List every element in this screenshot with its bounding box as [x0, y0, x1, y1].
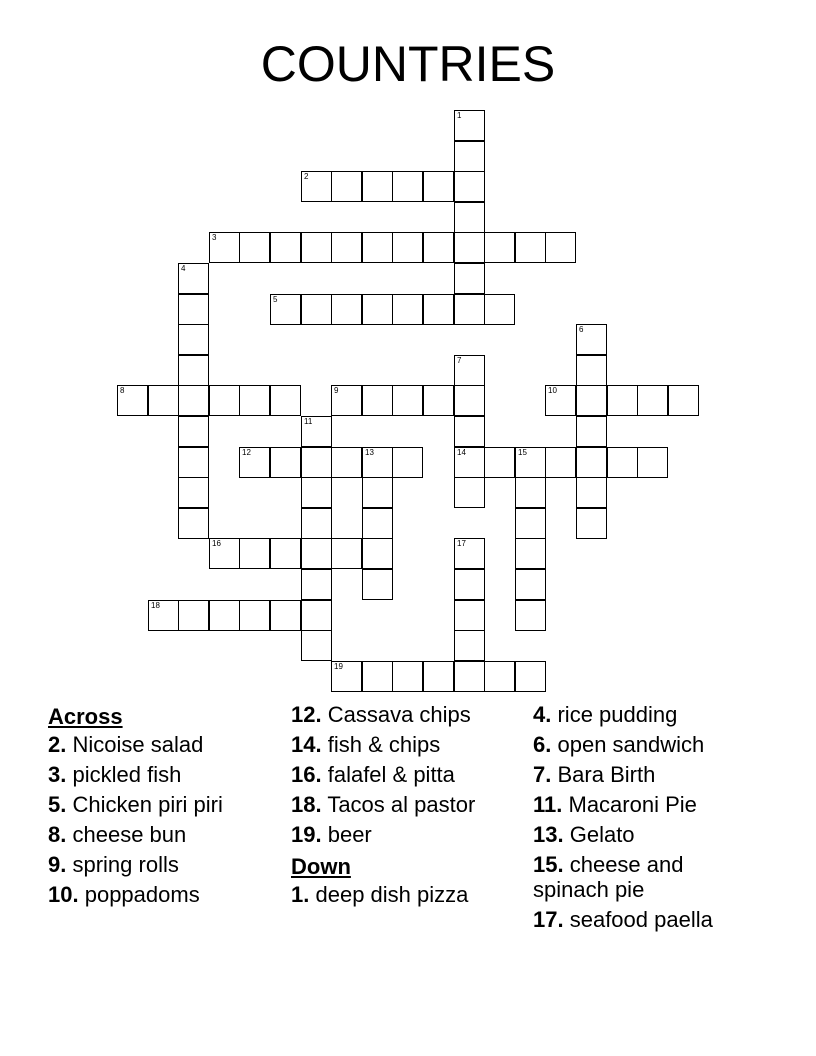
clue-number: 10	[548, 386, 557, 395]
grid-cell[interactable]	[239, 385, 270, 416]
grid-cell[interactable]	[454, 141, 485, 172]
clue-item	[48, 852, 248, 882]
grid-cell[interactable]	[239, 538, 270, 569]
grid-cell[interactable]	[484, 661, 515, 692]
grid-cell[interactable]	[270, 385, 301, 416]
grid-cell[interactable]	[454, 600, 485, 631]
grid-cell[interactable]	[117, 385, 148, 416]
grid-cell[interactable]	[301, 630, 332, 661]
clue-item-number: 10.	[48, 882, 79, 907]
clue-item-text: falafel & pitta	[327, 762, 455, 787]
grid-cell[interactable]	[392, 232, 423, 263]
grid-cell[interactable]	[484, 294, 515, 325]
grid-cell[interactable]	[209, 538, 240, 569]
grid-cell[interactable]	[576, 477, 607, 508]
clue-item-text: Bara Birth	[557, 762, 656, 787]
clue-item	[48, 762, 248, 792]
grid-cell[interactable]	[178, 294, 209, 325]
grid-cell[interactable]	[362, 508, 393, 539]
grid-cell[interactable]	[362, 385, 393, 416]
clue-item-text: open sandwich	[557, 732, 705, 757]
grid-cell[interactable]	[239, 600, 270, 631]
grid-cell[interactable]	[423, 294, 454, 325]
grid-cell[interactable]	[545, 385, 576, 416]
grid-cell[interactable]	[301, 416, 332, 447]
grid-cell[interactable]	[607, 385, 638, 416]
grid-cell[interactable]	[576, 355, 607, 386]
grid-cell[interactable]	[668, 385, 699, 416]
grid-cell[interactable]	[362, 232, 393, 263]
grid-cell[interactable]	[454, 232, 485, 263]
clue-item-text: Tacos al pastor	[327, 792, 476, 817]
clue-section-heading: Down	[291, 854, 351, 879]
clue-item-text: Macaroni Pie	[568, 792, 697, 817]
grid-cell[interactable]	[362, 538, 393, 569]
clue-item	[48, 732, 248, 762]
grid-cell[interactable]	[178, 324, 209, 355]
grid-cell[interactable]	[545, 447, 576, 478]
grid-cell[interactable]	[270, 232, 301, 263]
grid-cell[interactable]	[301, 232, 332, 263]
grid-cell[interactable]	[576, 385, 607, 416]
clue-item-text: cheese and spinach pie	[533, 852, 684, 902]
grid-cell[interactable]	[454, 171, 485, 202]
grid-cell[interactable]	[148, 385, 179, 416]
grid-cell[interactable]	[178, 416, 209, 447]
grid-cell[interactable]	[576, 416, 607, 447]
grid-cell[interactable]	[515, 538, 546, 569]
grid-cell[interactable]	[362, 661, 393, 692]
clue-number: 7	[457, 356, 462, 365]
grid-cell[interactable]	[637, 447, 668, 478]
grid-cell[interactable]	[270, 294, 301, 325]
grid-cell[interactable]	[178, 263, 209, 294]
grid-cell[interactable]	[301, 538, 332, 569]
clue-item	[48, 792, 248, 822]
grid-cell[interactable]	[392, 171, 423, 202]
clue-item	[291, 762, 521, 792]
grid-cell[interactable]	[178, 600, 209, 631]
clue-column-1	[48, 702, 248, 912]
clue-section-heading: Across	[48, 704, 123, 729]
clue-item-number: 14.	[291, 732, 322, 757]
clue-number: 2	[304, 172, 309, 181]
grid-cell[interactable]	[301, 600, 332, 631]
grid-cell[interactable]	[331, 661, 362, 692]
clue-number: 15	[518, 448, 527, 457]
clue-item-number: 12.	[291, 702, 322, 727]
grid-cell[interactable]	[301, 569, 332, 600]
grid-cell[interactable]	[454, 355, 485, 386]
grid-cell[interactable]	[301, 447, 332, 478]
clue-number: 5	[273, 295, 278, 304]
clue-item-number: 16.	[291, 762, 322, 787]
clue-number: 16	[212, 539, 221, 548]
clue-item	[533, 702, 763, 732]
clue-item-text: Cassava chips	[327, 702, 471, 727]
grid-cell[interactable]	[454, 569, 485, 600]
grid-cell[interactable]	[454, 416, 485, 447]
clue-item-text: spring rolls	[72, 852, 179, 877]
clue-number: 11	[304, 417, 313, 426]
clue-item-number: 4.	[533, 702, 552, 727]
clue-number: 6	[579, 325, 584, 334]
clue-item	[533, 762, 763, 792]
grid-cell[interactable]	[454, 294, 485, 325]
grid-cell[interactable]	[301, 477, 332, 508]
clue-item-number: 11.	[533, 792, 563, 817]
grid-cell[interactable]	[331, 538, 362, 569]
clue-item-number: 3.	[48, 762, 67, 787]
clue-item-text: deep dish pizza	[315, 882, 469, 907]
grid-cell[interactable]	[239, 447, 270, 478]
grid-cell[interactable]	[515, 447, 546, 478]
clue-item-number: 2.	[48, 732, 67, 757]
clue-item-text: poppadoms	[84, 882, 200, 907]
grid-cell[interactable]	[423, 661, 454, 692]
clue-item-number: 7.	[533, 762, 552, 787]
clue-item-number: 19.	[291, 822, 322, 847]
clue-number: 19	[334, 662, 343, 671]
clue-number: 4	[181, 264, 186, 273]
clue-item	[291, 732, 521, 762]
clue-number: 17	[457, 539, 466, 548]
grid-cell[interactable]	[362, 171, 393, 202]
grid-cell[interactable]	[515, 661, 546, 692]
grid-cell[interactable]	[576, 324, 607, 355]
grid-cell[interactable]	[178, 477, 209, 508]
grid-cell[interactable]	[362, 294, 393, 325]
grid-cell[interactable]	[270, 600, 301, 631]
clue-item-number: 18.	[291, 792, 322, 817]
grid-cell[interactable]	[576, 508, 607, 539]
grid-cell[interactable]	[423, 171, 454, 202]
grid-cell[interactable]	[331, 232, 362, 263]
grid-cell[interactable]	[515, 232, 546, 263]
clue-item-text: fish & chips	[327, 732, 441, 757]
grid-cell[interactable]	[362, 477, 393, 508]
grid-cell[interactable]	[515, 600, 546, 631]
grid-cell[interactable]	[454, 202, 485, 233]
clue-number: 8	[120, 386, 125, 395]
clue-item-number: 8.	[48, 822, 67, 847]
clue-item	[533, 907, 763, 937]
grid-cell[interactable]	[454, 385, 485, 416]
clue-item-text: Chicken piri piri	[72, 792, 223, 817]
grid-cell[interactable]	[545, 232, 576, 263]
clue-item-text: rice pudding	[557, 702, 678, 727]
clue-item-text: pickled fish	[72, 762, 182, 787]
grid-cell[interactable]	[454, 110, 485, 141]
page-title: COUNTRIES	[260, 36, 556, 92]
grid-cell[interactable]	[515, 477, 546, 508]
grid-cell[interactable]	[362, 569, 393, 600]
grid-cell[interactable]	[392, 661, 423, 692]
clue-number: 18	[151, 601, 160, 610]
grid-cell[interactable]	[454, 661, 485, 692]
clue-item	[48, 882, 248, 912]
clue-item	[291, 822, 521, 852]
grid-cell[interactable]	[301, 508, 332, 539]
clue-item-number: 15.	[533, 852, 564, 877]
grid-cell[interactable]	[209, 232, 240, 263]
clue-item-text: beer	[327, 822, 372, 847]
clue-item-number: 13.	[533, 822, 564, 847]
grid-cell[interactable]	[301, 294, 332, 325]
grid-cell[interactable]	[392, 385, 423, 416]
grid-cell[interactable]	[392, 294, 423, 325]
grid-cell[interactable]	[607, 447, 638, 478]
grid-cell[interactable]	[331, 385, 362, 416]
clue-column-2	[291, 702, 521, 912]
grid-cell[interactable]	[515, 569, 546, 600]
clue-item-text: seafood paella	[569, 907, 713, 932]
grid-cell[interactable]	[515, 508, 546, 539]
clue-item-number: 5.	[48, 792, 67, 817]
grid-cell[interactable]	[331, 294, 362, 325]
clue-column-3	[533, 702, 763, 937]
grid-cell[interactable]	[301, 171, 332, 202]
grid-cell[interactable]	[454, 538, 485, 569]
grid-cell[interactable]	[392, 447, 423, 478]
grid-cell[interactable]	[178, 508, 209, 539]
clue-item-text: cheese bun	[72, 822, 187, 847]
clue-item-number: 17.	[533, 907, 564, 932]
grid-cell[interactable]	[454, 263, 485, 294]
clue-item	[533, 852, 763, 907]
clue-item-number: 9.	[48, 852, 67, 877]
grid-cell[interactable]	[637, 385, 668, 416]
clue-item-number: 6.	[533, 732, 552, 757]
grid-cell[interactable]	[423, 385, 454, 416]
clue-item	[533, 822, 763, 852]
grid-cell[interactable]	[454, 477, 485, 508]
grid-cell[interactable]	[270, 447, 301, 478]
grid-cell[interactable]	[209, 600, 240, 631]
clue-item-text: Gelato	[569, 822, 635, 847]
grid-cell[interactable]	[270, 538, 301, 569]
clue-item	[48, 822, 248, 852]
clue-number: 3	[212, 233, 217, 242]
grid-cell[interactable]	[423, 232, 454, 263]
clue-item	[291, 702, 521, 732]
clue-item	[291, 882, 521, 912]
grid-cell[interactable]	[148, 600, 179, 631]
clue-item	[533, 732, 763, 762]
grid-cell[interactable]	[454, 447, 485, 478]
grid-cell[interactable]	[576, 447, 607, 478]
clue-number: 13	[365, 448, 374, 457]
grid-cell[interactable]	[484, 447, 515, 478]
grid-cell[interactable]	[484, 232, 515, 263]
clue-item-text: Nicoise salad	[72, 732, 204, 757]
grid-cell[interactable]	[454, 630, 485, 661]
grid-cell[interactable]	[178, 385, 209, 416]
grid-cell[interactable]	[362, 447, 393, 478]
grid-cell[interactable]	[178, 355, 209, 386]
grid-cell[interactable]	[239, 232, 270, 263]
grid-cell[interactable]	[178, 447, 209, 478]
clue-item-number: 1.	[291, 882, 310, 907]
grid-cell[interactable]	[331, 171, 362, 202]
clue-item	[533, 792, 763, 822]
grid-cell[interactable]	[209, 385, 240, 416]
clue-number: 1	[457, 111, 462, 120]
clue-number: 9	[334, 386, 339, 395]
clue-item	[291, 792, 521, 822]
clue-number: 12	[242, 448, 251, 457]
clue-number: 14	[457, 448, 466, 457]
grid-cell[interactable]	[331, 447, 362, 478]
